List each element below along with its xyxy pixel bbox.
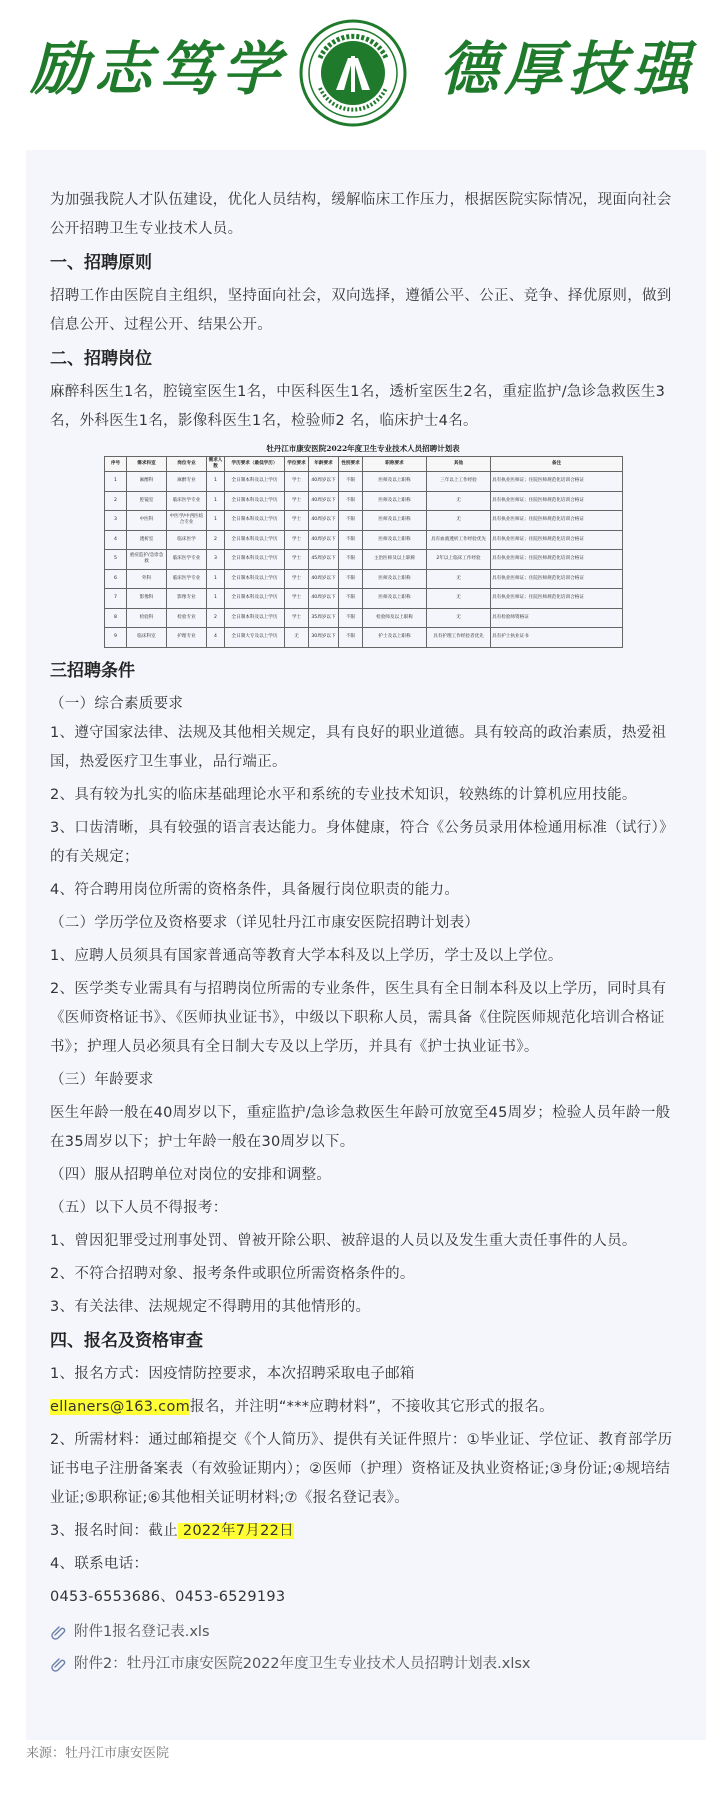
attachment-link-1[interactable] [50, 1616, 682, 1648]
section3-sub1: （一）综合素质要求 [50, 695, 184, 712]
source-line: 来源：牡丹江市康安医院 [26, 1746, 170, 1761]
table-cell: 临床医学专业 [167, 550, 207, 570]
table-cell: 全日制本科及以上学历 [225, 511, 285, 531]
table-cell: 医师及以上职称 [363, 530, 427, 550]
registration-method-line2 [50, 1393, 682, 1422]
table-cell: 无 [427, 608, 491, 628]
header-cell: 年龄要求 [309, 457, 339, 472]
table-cell: 护理专业 [167, 628, 207, 648]
table-row [105, 511, 623, 531]
table-cell: 2 [105, 491, 127, 511]
section1-text: 招聘工作由医院自主组织，坚持面向社会，双向选择，遵循公平、公正、竞争、择优原则，做到信息公开、过程公开、结果公开。 [50, 288, 672, 333]
table-cell: 40周岁以下 [309, 589, 339, 609]
table-cell: 具有执业医师证；住院医师规范化培训合格证 [491, 569, 623, 589]
header-cell: 序号 [105, 457, 127, 472]
table-cell: 医师及以上职称 [363, 589, 427, 609]
table-row [105, 530, 623, 550]
table-cell: 9 [105, 628, 127, 648]
article-content [50, 186, 682, 1680]
paperclip-icon [50, 1655, 68, 1673]
required-materials: 2、所需材料：通过邮箱提交《个人简历》、提供有关证件照片：①毕业证、学位证、教育部学历证书电子注册备案表（有效验证期内）；②医师（护理）资格证及执业资格证;③身份证;④规培结业证;⑤职称证;⑥其他相关证明材料;⑦《报名登记表》。 [50, 1431, 673, 1506]
table-cell: 具有执业医师证；住院医师规范化培训合格证 [491, 550, 623, 570]
table-cell: 无 [427, 491, 491, 511]
table-cell: 麻醉科 [127, 472, 167, 492]
header-cell: 学位要求 [285, 457, 309, 472]
table-cell: 临床科室 [127, 628, 167, 648]
table-cell: 学士 [285, 491, 309, 511]
section2-title: 二、招聘岗位 [50, 349, 152, 369]
table-cell: 具有执业医师证；住院医师规范化培训合格证 [491, 472, 623, 492]
table-cell: 学士 [285, 550, 309, 570]
recruitment-plan-table [104, 456, 623, 648]
registration-method-tail: 报名，并注明“***应聘材料”，不接收其它形式的报名。 [190, 1398, 554, 1415]
table-cell: 学士 [285, 589, 309, 609]
table-row [105, 550, 623, 570]
table-cell: 40周岁以下 [309, 491, 339, 511]
table-cell: 2年以上临床工作经验 [427, 550, 491, 570]
section2-text: 麻醉科医生1名，腔镜室医生1名，中医科医生1名，透析室医生2名，重症监护/急诊急救医生3名，外科医生1名，影像科医生1名，检验师2 名，临床护士4名。 [50, 384, 666, 429]
contact-numbers: 0453-6553686、0453-6529193 [50, 1588, 286, 1605]
table-cell: 腔镜室 [127, 491, 167, 511]
table-cell: 6 [105, 569, 127, 589]
table-cell: 不限 [339, 569, 363, 589]
email-address[interactable]: ellaners@163.com [50, 1398, 191, 1415]
table-cell: 重症监护/急诊急救 [127, 550, 167, 570]
table-cell: 医师及以上职称 [363, 511, 427, 531]
table-cell: 无 [427, 569, 491, 589]
table-title: 牡丹江市康安医院2022年度卫生专业技术人员招聘计划表 [266, 444, 460, 453]
table-cell: 1 [207, 511, 225, 531]
table-cell: 全日制本科及以上学历 [225, 589, 285, 609]
table-cell: 具有血液透析工作经验优先 [427, 530, 491, 550]
section3-title: 三招聘条件 [50, 660, 135, 681]
table-cell: 医师及以上职称 [363, 491, 427, 511]
list-item: 1、应聘人员须具有国家普通高等教育大学本科及以上学历，学士及以上学位。 [50, 947, 563, 964]
table-cell: 学士 [285, 569, 309, 589]
table-cell: 7 [105, 589, 127, 609]
table-cell: 学士 [285, 530, 309, 550]
table-cell: 1 [207, 491, 225, 511]
table-cell: 不限 [339, 511, 363, 531]
section3-sub4: （四）服从招聘单位对岗位的安排和调整。 [50, 1166, 332, 1183]
table-cell: 3 [207, 550, 225, 570]
attachment-link-2[interactable] [50, 1648, 682, 1680]
table-cell: 中医科 [127, 511, 167, 531]
table-cell: 不限 [339, 550, 363, 570]
article-card [26, 150, 706, 1740]
table-cell: 三年以上工作经验 [427, 472, 491, 492]
table-cell: 1 [207, 472, 225, 492]
contact-label: 4、联系电话： [50, 1555, 149, 1572]
table-cell: 无 [285, 628, 309, 648]
table-cell: 40周岁以下 [309, 511, 339, 531]
list-item: 2、具有较为扎实的临床基础理论水平和系统的专业技术知识，较熟练的计算机应用技能。 [50, 786, 637, 803]
table-cell: 检验师及以上职称 [363, 608, 427, 628]
table-cell: 主治医师及以上职称 [363, 550, 427, 570]
table-row [105, 608, 623, 628]
table-cell: 具有执业医师证；住院医师规范化培训合格证 [491, 530, 623, 550]
table-cell: 全日制本科及以上学历 [225, 608, 285, 628]
table-cell: 2 [207, 530, 225, 550]
table-cell: 40周岁以下 [309, 530, 339, 550]
table-header-row [105, 457, 623, 472]
attachment-name: 附件2：牡丹江市康安医院2022年度卫生专业技术人员招聘计划表.xlsx [74, 1655, 531, 1672]
list-item: 3、口齿清晰，具有较强的语言表达能力。身体健康，符合《公务员录用体检通用标准（试行）》的有关规定； [50, 819, 674, 865]
table-cell: 检验专业 [167, 608, 207, 628]
table-cell: 30周岁以下 [309, 628, 339, 648]
table-cell: 医师及以上职称 [363, 472, 427, 492]
header-cell: 需求人数 [207, 457, 225, 472]
list-item: 2、医学类专业需具有与招聘岗位所需的专业条件，医生具有全日制本科及以上学历，同时具有《医师资格证书》、《医师执业证书》，中级以下职称人员，需具备《住院医师规范化培训合格证书》；护理人员必须具有全日制大专及以上学历，并具有《护士执业证书》。 [50, 980, 667, 1055]
table-cell: 全日制本科及以上学历 [225, 491, 285, 511]
section3-sub5: （五）以下人员不得报考： [50, 1199, 228, 1216]
registration-method: 1、报名方式：因疫情防控要求，本次招聘采取电子邮箱 [50, 1365, 415, 1382]
table-cell: 不限 [339, 472, 363, 492]
table-cell: 2 [207, 608, 225, 628]
table-cell: 3 [105, 511, 127, 531]
recruitment-plan-table-image [104, 442, 622, 648]
table-cell: 影像科 [127, 589, 167, 609]
registration-time [50, 1517, 682, 1546]
table-cell: 检验科 [127, 608, 167, 628]
table-cell: 35周岁以下 [309, 608, 339, 628]
table-row [105, 472, 623, 492]
table-cell: 中医学/中西医结合专业 [167, 511, 207, 531]
list-item: 3、有关法律、法规规定不得聘用的其他情形的。 [50, 1298, 371, 1315]
table-cell: 具有护士执业证书 [491, 628, 623, 648]
registration-time-label: 3、报名时间：截止 [50, 1522, 178, 1539]
table-cell: 1 [207, 569, 225, 589]
table-row [105, 589, 623, 609]
motto-left: 励志笃学 [30, 35, 287, 103]
list-item: 医生年龄一般在40周岁以下，重症监护/急诊急救医生年龄可放宽至45周岁；检验人员年龄一般在35周岁以下；护士年龄一般在30周岁以下。 [50, 1104, 671, 1150]
table-cell: 8 [105, 608, 127, 628]
table-cell: 全日制本科及以上学历 [225, 530, 285, 550]
table-cell: 不限 [339, 608, 363, 628]
section1-title: 一、招聘原则 [50, 253, 152, 273]
table-cell: 4 [105, 530, 127, 550]
table-cell: 学士 [285, 472, 309, 492]
table-cell: 无 [427, 511, 491, 531]
list-item: 2、不符合招聘对象、报考条件或职位所需资格条件的。 [50, 1265, 415, 1282]
table-cell: 影像专业 [167, 589, 207, 609]
table-cell: 不限 [339, 628, 363, 648]
table-cell: 学士 [285, 511, 309, 531]
table-cell: 1 [207, 589, 225, 609]
table-row [105, 628, 623, 648]
section3-sub3: （三）年龄要求 [50, 1071, 154, 1088]
header-cell: 学历要求（最低学历） [225, 457, 285, 472]
table-cell: 无 [427, 589, 491, 609]
table-row [105, 569, 623, 589]
header-cell: 职称要求 [363, 457, 427, 472]
table-cell: 不限 [339, 589, 363, 609]
table-cell: 具有执业医师证；住院医师规范化培训合格证 [491, 589, 623, 609]
header-cell: 备注 [491, 457, 623, 472]
table-cell: 临床医学 [167, 530, 207, 550]
header-banner [0, 0, 726, 150]
table-cell: 40周岁以下 [309, 569, 339, 589]
header-cell: 需求科室 [127, 457, 167, 472]
intro-paragraph: 为加强我院人才队伍建设，优化人员结构，缓解临床工作压力，根据医院实际情况，现面向社会公开招聘卫生专业技术人员。 [50, 192, 672, 237]
section3-sub2: （二）学历学位及资格要求（详见牡丹江市康安医院招聘计划表） [50, 914, 480, 931]
table-cell: 40周岁以下 [309, 472, 339, 492]
table-cell: 具有检验师资格证 [491, 608, 623, 628]
attachment-name: 附件1报名登记表.xls [74, 1623, 210, 1640]
table-cell: 透析室 [127, 530, 167, 550]
table-cell: 临床医学专业 [167, 569, 207, 589]
table-cell: 护士及以上职称 [363, 628, 427, 648]
table-cell: 外科 [127, 569, 167, 589]
table-cell: 具有护理工作经验者优先 [427, 628, 491, 648]
table-cell: 不限 [339, 530, 363, 550]
table-cell: 4 [207, 628, 225, 648]
table-body [105, 472, 623, 648]
list-item: 1、遵守国家法律、法规及其他相关规定，具有良好的职业道德。具有较高的政治素质，热爱祖国，热爱医疗卫生事业，品行端正。 [50, 724, 667, 770]
table-cell: 麻醉专业 [167, 472, 207, 492]
list-item: 4、符合聘用岗位所需的资格条件，具备履行岗位职责的能力。 [50, 881, 460, 898]
table-cell: 临床医学专业 [167, 491, 207, 511]
section4-title: 四、报名及资格审查 [50, 1330, 203, 1351]
table-cell: 不限 [339, 491, 363, 511]
table-cell: 医师及以上职称 [363, 569, 427, 589]
registration-deadline: 2022年7月22日 [177, 1522, 294, 1539]
list-item: 1、曾因犯罪受过刑事处罚、曾被开除公职、被辞退的人员以及发生重大责任事件的人员。 [50, 1232, 637, 1249]
table-row [105, 491, 623, 511]
table-cell: 全日制本科及以上学历 [225, 550, 285, 570]
table-cell: 学士 [285, 608, 309, 628]
header-cell: 其他 [427, 457, 491, 472]
table-cell: 具有执业医师证；住院医师规范化培训合格证 [491, 491, 623, 511]
table-cell: 5 [105, 550, 127, 570]
motto-right: 德厚技强 [440, 35, 697, 103]
table-cell: 45周岁以下 [309, 550, 339, 570]
school-emblem-icon [298, 18, 408, 128]
header-cell: 性别要求 [339, 457, 363, 472]
table-cell: 具有执业医师证；住院医师规范化培训合格证 [491, 511, 623, 531]
table-cell: 全日制大专及以上学历 [225, 628, 285, 648]
table-cell: 1 [105, 472, 127, 492]
header-cell: 岗位专业 [167, 457, 207, 472]
table-cell: 全日制本科及以上学历 [225, 569, 285, 589]
table-cell: 全日制本科及以上学历 [225, 472, 285, 492]
paperclip-icon [50, 1623, 68, 1641]
